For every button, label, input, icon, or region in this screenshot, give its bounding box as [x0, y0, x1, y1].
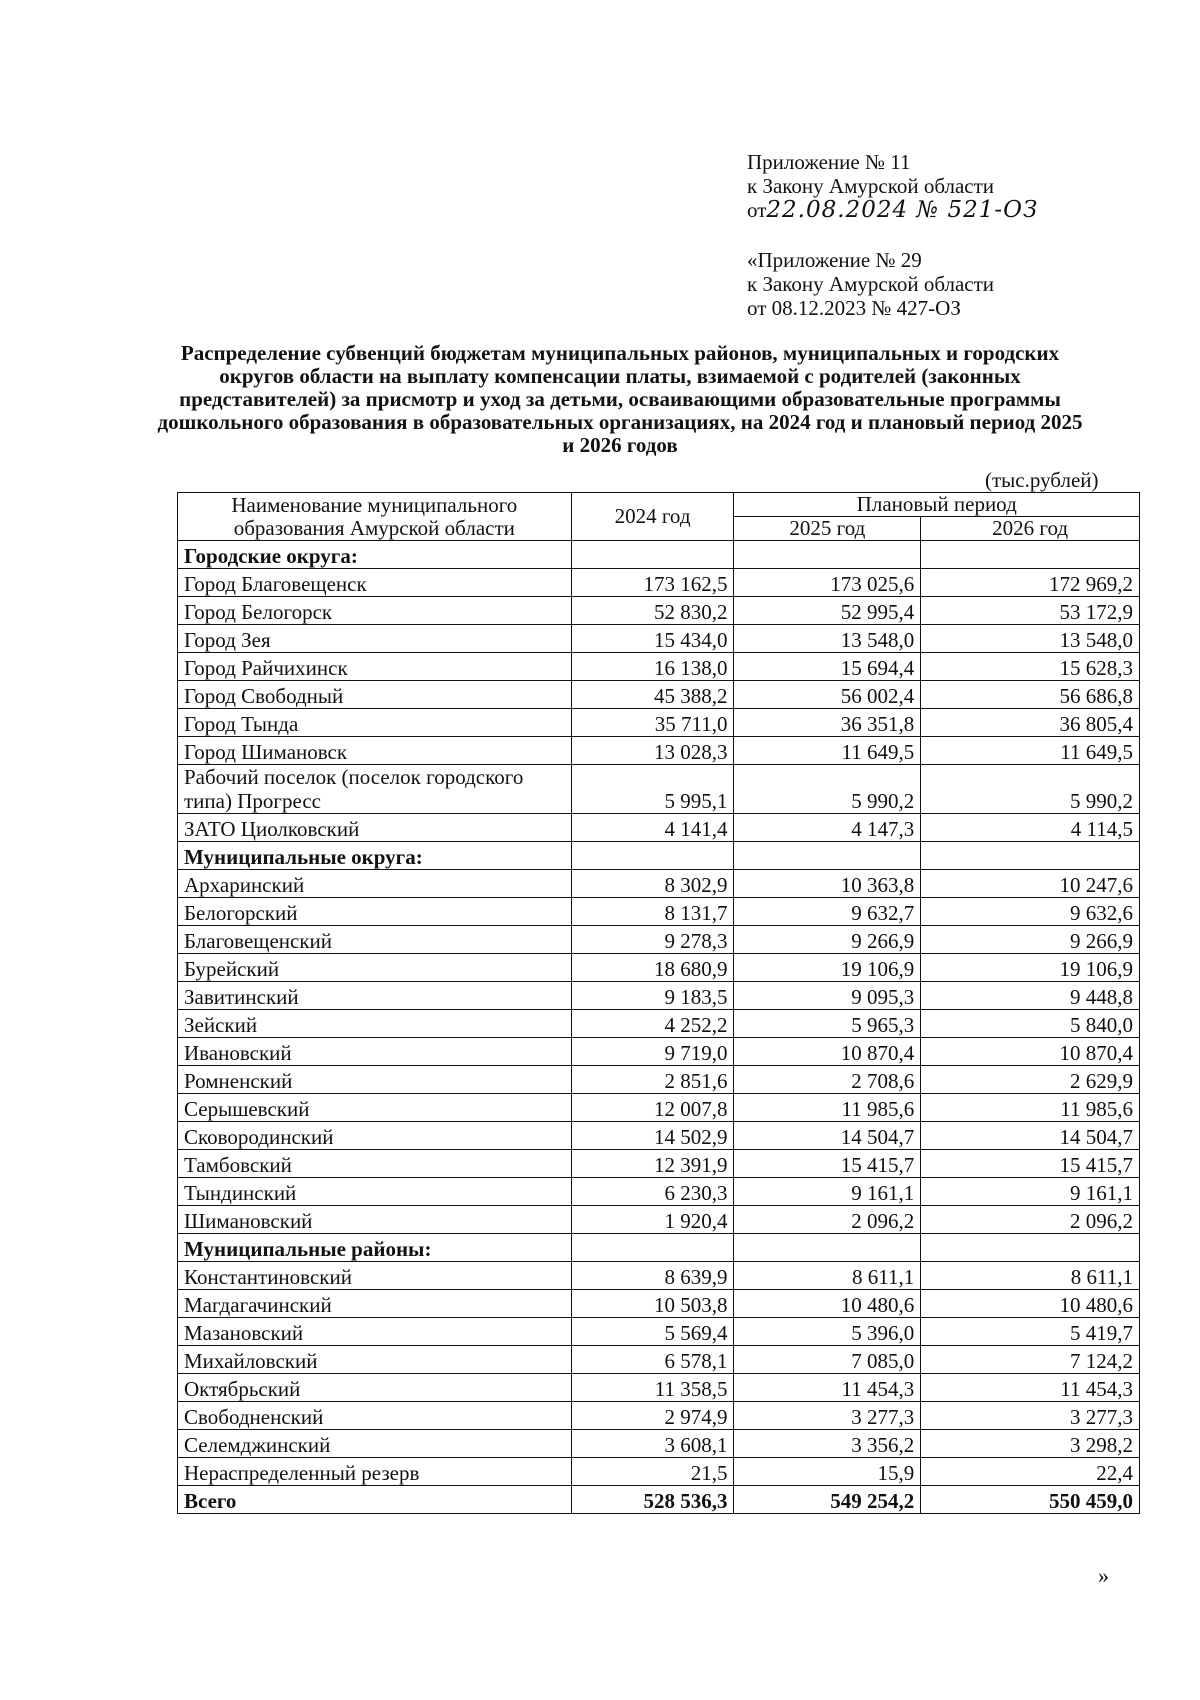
cell-2024: 52 830,2 [571, 597, 734, 625]
cell-2026: 11 649,5 [921, 737, 1140, 765]
cell-name: Серышевский [178, 1094, 572, 1122]
cell-name: Селемджинский [178, 1430, 572, 1458]
table-row [178, 1458, 1140, 1486]
cell-2026: 19 106,9 [921, 954, 1140, 982]
cell-2026: 10 870,4 [921, 1038, 1140, 1066]
table-row [178, 1318, 1140, 1346]
cell-2026: 9 266,9 [921, 926, 1140, 954]
cell-name: Бурейский [178, 954, 572, 982]
cell-2026: 9 161,1 [921, 1178, 1140, 1206]
cell-2024: 6 578,1 [571, 1346, 734, 1374]
cell-2024 [571, 1234, 734, 1262]
cell-2026: 36 805,4 [921, 709, 1140, 737]
cell-2025: 11 454,3 [734, 1374, 921, 1402]
cell-2024: 9 183,5 [571, 982, 734, 1010]
cell-2025: 9 095,3 [734, 982, 921, 1010]
cell-2026 [921, 1234, 1140, 1262]
table-row [178, 926, 1140, 954]
cell-2024: 8 131,7 [571, 898, 734, 926]
cell-2025: 56 002,4 [734, 681, 921, 709]
cell-2026: 56 686,8 [921, 681, 1140, 709]
cell-2025: 7 085,0 [734, 1346, 921, 1374]
cell-name: Белогорский [178, 898, 572, 926]
table-row [178, 1346, 1140, 1374]
cell-name: Город Шимановск [178, 737, 572, 765]
header-name: Наименование муниципального образования Амурской области [178, 493, 572, 541]
cell-2024: 16 138,0 [571, 653, 734, 681]
cell-2025: 15 415,7 [734, 1150, 921, 1178]
table-row [178, 681, 1140, 709]
cell-2024: 9 278,3 [571, 926, 734, 954]
cell-2025: 173 025,6 [734, 569, 921, 597]
table-row [178, 653, 1140, 681]
cell-2025: 2 096,2 [734, 1206, 921, 1234]
cell-2026: 9 448,8 [921, 982, 1140, 1010]
cell-name: Тамбовский [178, 1150, 572, 1178]
table-row [178, 870, 1140, 898]
table-row [178, 1010, 1140, 1038]
cell-name: Город Тында [178, 709, 572, 737]
original-attachment-law: к Закону Амурской области [747, 272, 995, 296]
attachment-reference [747, 150, 1038, 222]
cell-2025: 9 266,9 [734, 926, 921, 954]
cell-name: Шимановский [178, 1206, 572, 1234]
units-label: (тыс.рублей) [985, 468, 1099, 492]
cell-name: Михайловский [178, 1346, 572, 1374]
table-row [178, 709, 1140, 737]
cell-2026: 9 632,6 [921, 898, 1140, 926]
cell-2025: 15,9 [734, 1458, 921, 1486]
cell-2025: 11 649,5 [734, 737, 921, 765]
cell-name: Завитинский [178, 982, 572, 1010]
cell-2026: 172 969,2 [921, 569, 1140, 597]
cell-name: Муниципальные округа: [178, 842, 572, 870]
cell-name: Город Белогорск [178, 597, 572, 625]
cell-2024: 13 028,3 [571, 737, 734, 765]
table-row [178, 597, 1140, 625]
cell-2026 [921, 842, 1140, 870]
cell-2024: 45 388,2 [571, 681, 734, 709]
cell-2024: 15 434,0 [571, 625, 734, 653]
cell-name: Мазановский [178, 1318, 572, 1346]
cell-name: Город Райчихинск [178, 653, 572, 681]
cell-name: Сковородинский [178, 1122, 572, 1150]
cell-name: Архаринский [178, 870, 572, 898]
cell-2025: 3 356,2 [734, 1430, 921, 1458]
cell-2024: 2 851,6 [571, 1066, 734, 1094]
handwritten-date-number: 22.08.2024 № 521-ОЗ [766, 197, 1039, 223]
cell-2026: 550 459,0 [921, 1486, 1140, 1514]
table-row [178, 1150, 1140, 1178]
cell-2024: 2 974,9 [571, 1402, 734, 1430]
cell-2026: 5 840,0 [921, 1010, 1140, 1038]
cell-name: Благовещенский [178, 926, 572, 954]
cell-2026: 10 480,6 [921, 1290, 1140, 1318]
cell-2026: 11 454,3 [921, 1374, 1140, 1402]
cell-2024: 8 639,9 [571, 1262, 734, 1290]
cell-2025: 36 351,8 [734, 709, 921, 737]
table-row [178, 1122, 1140, 1150]
table-row [178, 1038, 1140, 1066]
table-row [178, 1066, 1140, 1094]
original-attachment-number: «Приложение № 29 [747, 248, 922, 272]
cell-2024: 1 920,4 [571, 1206, 734, 1234]
table-row [178, 625, 1140, 653]
attachment-number: Приложение № 11 [747, 150, 911, 174]
cell-name: Ивановский [178, 1038, 572, 1066]
header-2024: 2024 год [571, 493, 734, 541]
cell-2026: 2 096,2 [921, 1206, 1140, 1234]
cell-2025: 2 708,6 [734, 1066, 921, 1094]
attachment-date-line [747, 198, 1038, 222]
document-title: Распределение субвенций бюджетам муниципальных районов, муниципальных и городских округов области на выплату компенсации платы, взимаемой с родителей (законных представителей) за присмотр и уход за детьми, осваивающими образовательные программы дошкольного образования в образовательных организациях, на 2024 год и плановый период 2025 и 2026 годов [157, 341, 1083, 457]
cell-2026: 13 548,0 [921, 625, 1140, 653]
cell-2024: 5 995,1 [571, 765, 734, 814]
cell-2024: 3 608,1 [571, 1430, 734, 1458]
table-row [178, 1262, 1140, 1290]
table-row [178, 737, 1140, 765]
cell-2024: 173 162,5 [571, 569, 734, 597]
attachment-law: к Закону Амурской области [747, 174, 995, 198]
cell-name: Город Благовещенск [178, 569, 572, 597]
cell-name: Октябрьский [178, 1374, 572, 1402]
table-row [178, 1178, 1140, 1206]
group-row [178, 842, 1140, 870]
closing-quote: » [1098, 1563, 1109, 1588]
cell-2024: 10 503,8 [571, 1290, 734, 1318]
cell-2025: 11 985,6 [734, 1094, 921, 1122]
cell-2024: 4 141,4 [571, 814, 734, 842]
table-row [178, 954, 1140, 982]
cell-2025: 19 106,9 [734, 954, 921, 982]
table-row [178, 814, 1140, 842]
cell-2025: 10 870,4 [734, 1038, 921, 1066]
table-row [178, 569, 1140, 597]
cell-2025: 549 254,2 [734, 1486, 921, 1514]
cell-name: Рабочий поселок (поселок городского типа) Прогресс [178, 765, 572, 814]
attachment-date-prefix: от [747, 198, 767, 222]
cell-2024: 6 230,3 [571, 1178, 734, 1206]
cell-2025: 5 990,2 [734, 765, 921, 814]
cell-2026: 5 419,7 [921, 1318, 1140, 1346]
cell-2026: 53 172,9 [921, 597, 1140, 625]
cell-2024: 5 569,4 [571, 1318, 734, 1346]
cell-2024: 4 252,2 [571, 1010, 734, 1038]
cell-2026: 4 114,5 [921, 814, 1140, 842]
table-row [178, 1206, 1140, 1234]
cell-2025: 14 504,7 [734, 1122, 921, 1150]
header-2025: 2025 год [734, 517, 921, 541]
cell-name: Муниципальные районы: [178, 1234, 572, 1262]
total-row [178, 1486, 1140, 1514]
cell-2026: 8 611,1 [921, 1262, 1140, 1290]
cell-2025: 10 363,8 [734, 870, 921, 898]
cell-2026: 7 124,2 [921, 1346, 1140, 1374]
cell-2025: 5 965,3 [734, 1010, 921, 1038]
cell-2024: 528 536,3 [571, 1486, 734, 1514]
group-row [178, 541, 1140, 569]
cell-name: Константиновский [178, 1262, 572, 1290]
cell-2026: 14 504,7 [921, 1122, 1140, 1150]
cell-2024: 11 358,5 [571, 1374, 734, 1402]
cell-2026: 2 629,9 [921, 1066, 1140, 1094]
cell-2025: 9 632,7 [734, 898, 921, 926]
table-row [178, 1430, 1140, 1458]
table-row [178, 982, 1140, 1010]
cell-2025: 4 147,3 [734, 814, 921, 842]
cell-name: Город Свободный [178, 681, 572, 709]
cell-name: Нераспределенный резерв [178, 1458, 572, 1486]
cell-2024: 12 391,9 [571, 1150, 734, 1178]
cell-name: Тындинский [178, 1178, 572, 1206]
cell-2026: 10 247,6 [921, 870, 1140, 898]
cell-2026: 15 415,7 [921, 1150, 1140, 1178]
subvention-table [177, 492, 1140, 1514]
cell-2026: 5 990,2 [921, 765, 1140, 814]
table-row [178, 1374, 1140, 1402]
cell-2026: 15 628,3 [921, 653, 1140, 681]
cell-2026: 3 298,2 [921, 1430, 1140, 1458]
cell-2026 [921, 541, 1140, 569]
cell-name: Город Зея [178, 625, 572, 653]
cell-name: Ромненский [178, 1066, 572, 1094]
cell-2024: 14 502,9 [571, 1122, 734, 1150]
original-attachment-date: от 08.12.2023 № 427-ОЗ [747, 296, 961, 320]
table-body [178, 541, 1140, 1514]
cell-2025: 5 396,0 [734, 1318, 921, 1346]
cell-name: Городские округа: [178, 541, 572, 569]
cell-2026: 3 277,3 [921, 1402, 1140, 1430]
table-row [178, 765, 1140, 814]
cell-2025: 13 548,0 [734, 625, 921, 653]
cell-name: Зейский [178, 1010, 572, 1038]
table-row [178, 898, 1140, 926]
cell-name: Свободненский [178, 1402, 572, 1430]
cell-2025: 9 161,1 [734, 1178, 921, 1206]
cell-2025: 8 611,1 [734, 1262, 921, 1290]
cell-2024 [571, 842, 734, 870]
table-row [178, 1290, 1140, 1318]
cell-2024: 21,5 [571, 1458, 734, 1486]
cell-2024: 9 719,0 [571, 1038, 734, 1066]
cell-2025 [734, 1234, 921, 1262]
cell-2025: 52 995,4 [734, 597, 921, 625]
cell-2025 [734, 842, 921, 870]
cell-2024: 18 680,9 [571, 954, 734, 982]
cell-2024 [571, 541, 734, 569]
cell-2024: 35 711,0 [571, 709, 734, 737]
cell-2025: 15 694,4 [734, 653, 921, 681]
group-row [178, 1234, 1140, 1262]
header-2026: 2026 год [921, 517, 1140, 541]
cell-2026: 11 985,6 [921, 1094, 1140, 1122]
cell-name: Всего [178, 1486, 572, 1514]
original-attachment-reference [747, 248, 994, 320]
cell-2025: 10 480,6 [734, 1290, 921, 1318]
table-row [178, 1402, 1140, 1430]
cell-name: ЗАТО Циолковский [178, 814, 572, 842]
cell-2024: 12 007,8 [571, 1094, 734, 1122]
cell-2025: 3 277,3 [734, 1402, 921, 1430]
table-row [178, 1094, 1140, 1122]
cell-2024: 8 302,9 [571, 870, 734, 898]
header-planned-period: Плановый период [734, 493, 1140, 517]
cell-2025 [734, 541, 921, 569]
cell-2026: 22,4 [921, 1458, 1140, 1486]
cell-name: Магдагачинский [178, 1290, 572, 1318]
